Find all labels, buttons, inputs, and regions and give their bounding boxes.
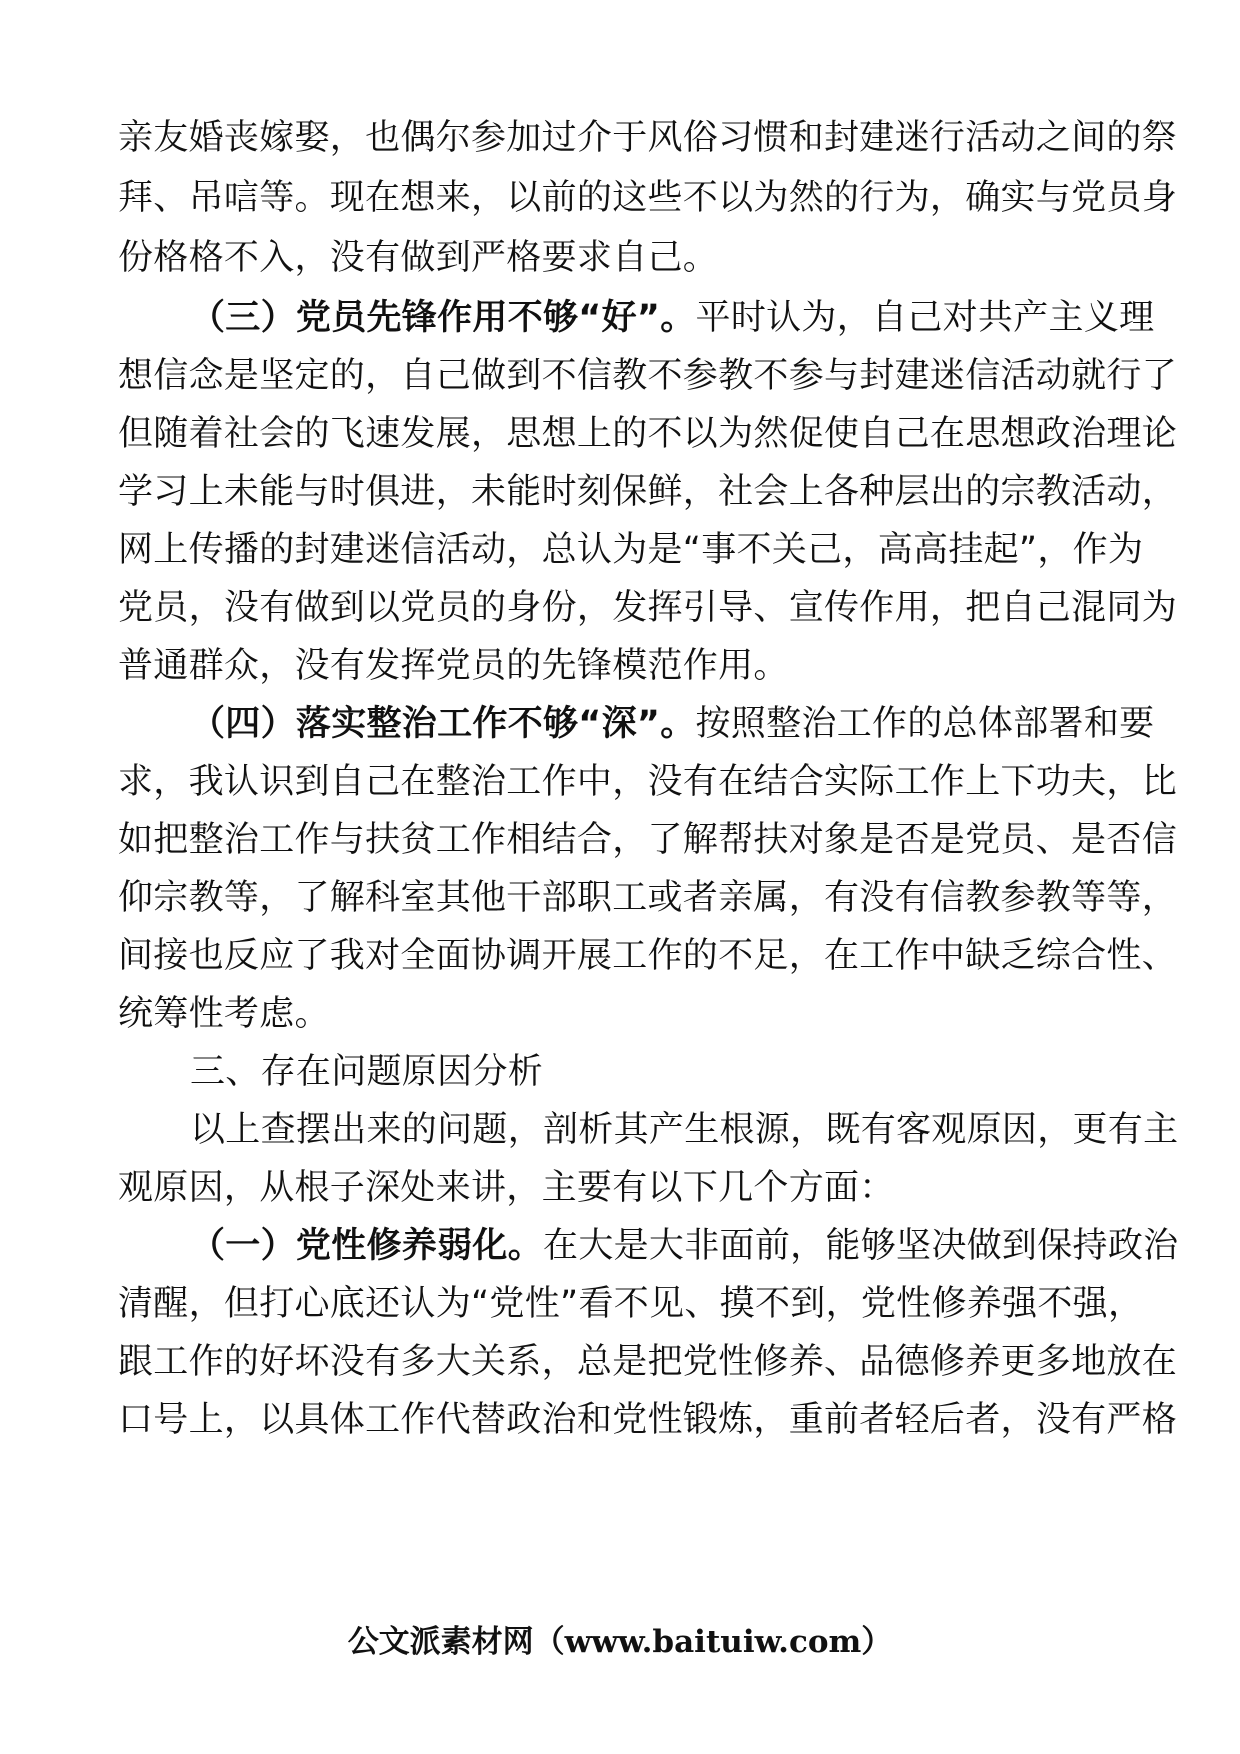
section-heading-1: （一）党性修养弱化。 [190,1226,544,1266]
text-line: 观原因，从根子深处来讲，主要有以下几个方面： [118,1168,895,1208]
text-line: 但随着社会的飞速发展，思想上的不以为然促使自己在思想政治理论 [118,414,1178,454]
text-line: 亲友婚丧嫁娶，也偶尔参加过介于风俗习惯和封建迷行活动之间的祭 [118,118,1178,158]
text-line: 想信念是坚定的，自己做到不信教不参教不参与封建迷信活动就行了 [118,356,1178,396]
section-heading-3: （三）党员先锋作用不够“好”。 [190,298,696,338]
text-segment: 按照整治工作的总体部署和要 [695,704,1155,744]
text-line: 间接也反应了我对全面协调开展工作的不足，在工作中缺乏综合性、 [118,936,1178,976]
section-heading-4: （四）落实整治工作不够“深”。 [190,704,696,744]
text-segment: 在大是大非面前，能够坚决做到保持政治 [543,1226,1179,1266]
text-line: 口号上，以具体工作代替政治和党性锻炼，重前者轻后者，没有严格 [118,1400,1178,1440]
text-line: 普通群众，没有发挥党员的先锋模范作用。 [118,646,789,686]
chapter-heading: 三、存在问题原因分析 [190,1052,544,1092]
text-line: 网上传播的封建迷信活动，总认为是“事不关己，高高挂起”，作为 [118,530,1144,570]
section-heading-line [190,702,1154,746]
text-line: 学习上未能与时俱进，未能时刻保鲜，社会上各种层出的宗教活动， [118,472,1178,512]
text-line: 拜、吊唁等。现在想来，以前的这些不以为然的行为，确实与党员身 [118,178,1178,218]
text-line: 份格格不入，没有做到严格要求自己。 [118,238,719,278]
text-line: 以上查摆出来的问题，剖析其产生根源，既有客观原因，更有主 [190,1110,1179,1150]
section-heading-line [190,296,1154,340]
section-heading-line [190,1224,1178,1268]
text-line: 党员，没有做到以党员的身份，发挥引导、宣传作用，把自己混同为 [118,588,1178,628]
text-line: 求，我认识到自己在整治工作中，没有在结合实际工作上下功夫，比 [118,762,1178,802]
text-line: 跟工作的好坏没有多大关系，总是把党性修养、品德修养更多地放在 [118,1342,1178,1382]
text-line: 如把整治工作与扶贫工作相结合，了解帮扶对象是否是党员、是否信 [118,820,1178,860]
footer-watermark: 公文派素材网（www.baituiw.com） [347,1624,893,1660]
text-segment: 平时认为，自己对共产主义理 [695,298,1155,338]
text-line: 统筹性考虑。 [118,994,330,1034]
text-line: 清醒，但打心底还认为“党性”看不见、摸不到，党性修养强不强， [118,1284,1144,1324]
text-line: 仰宗教等，了解科室其他干部职工或者亲属，有没有信教参教等等， [118,878,1178,918]
